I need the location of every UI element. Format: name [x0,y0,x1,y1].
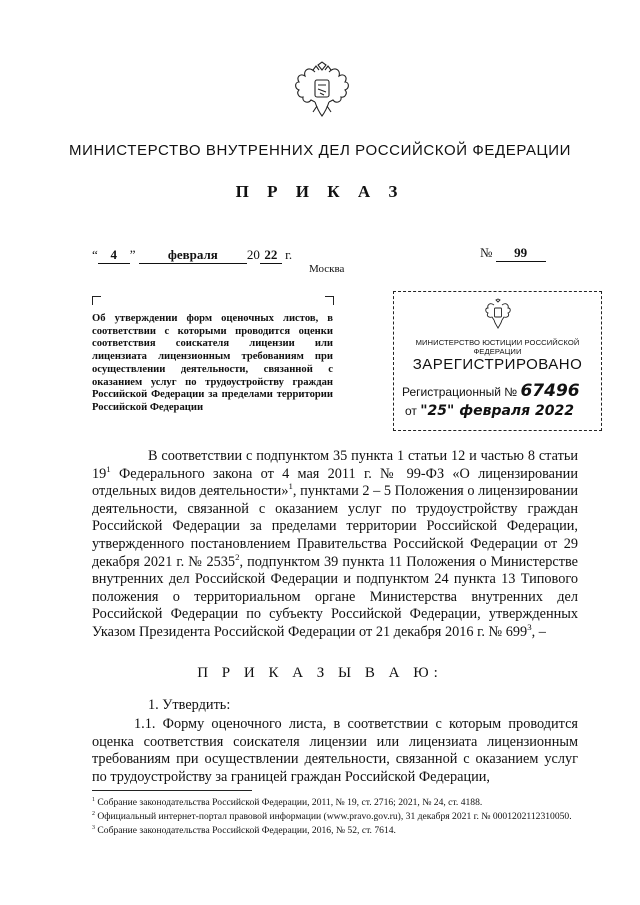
preamble-part-a: В соответствии с подпунктом 35 пункта 1 статьи 12 и частью 8 статьи 19 [92,448,578,482]
preamble-part-b: Федерального закона от 4 мая 2011 г. № 99-ФЗ «О лицензировании отдельных видов деятельности» [92,465,578,500]
registration-stamp [393,291,602,431]
clause-1-1: 1.1. Форму оценочного листа, в соответствии с которым проводится оценка соответствия соискателя лицензии или лицензиата лицензионным требованиям при осуществлении деятельности, связанной с оказанием услуг по трудоустройству за границей граждан Российской Федерации, [92,716,578,785]
date-month: февраля [139,247,247,264]
stamp-date-label: от [405,404,417,418]
stamp-registration-date [405,403,574,419]
date-day: 4 [98,247,130,264]
footnote-mark: 2 [92,810,95,817]
footnote-ref: 3 [527,622,532,633]
date-quote-close: ” [129,247,136,262]
stamp-date-handwritten: "25" февраля 2022 [420,403,574,419]
stamp-reg-number-handwritten: 67496 [520,381,580,401]
stamp-reg-label: Регистрационный № [402,385,518,399]
subject-corner-left [92,296,101,305]
date-quote-open: “ [92,247,98,262]
document-date [92,247,292,264]
preamble-part-d: , подпунктом 39 пункта 11 Положения о Министерстве внутренних дел Российской Федерации и подпунктом 24 пункта 13 Типового положения о территориальном органе Министерства внутренних дел Российской Федерации по субъекту Российской Федерации, утвержденных Указом Президента Российской Федерации от 21 декабря 2016 г. № 699 [92,553,578,640]
preamble-paragraph [92,448,578,642]
ministry-of-justice-emblem-icon [482,298,514,330]
document-type-title: П Р И К А З [235,182,405,201]
footnote-text: Собрание законодательства Российской Федерации, 2011, № 19, ст. 2716; 2021, № 24, ст. 4188. [94,797,483,808]
footnote-separator [92,790,252,791]
footnotes [92,797,578,839]
russian-coat-of-arms-icon [291,60,353,120]
footnote-mark: 3 [92,824,95,831]
document-number [480,245,546,262]
footnote-item [92,811,578,823]
footnote-text: Официальный интернет-портал правовой информации (www.pravo.gov.ru), 31 декабря 2021 г. № 0001202112310050. [94,811,572,822]
date-year-prefix: 20 [246,247,260,262]
footnote-text: Собрание законодательства Российской Федерации, 2016, № 52, ст. 7614. [94,825,396,836]
footnote-item [92,797,578,809]
preamble-part-e: , – [531,623,546,640]
footnote-ref: 1 [106,463,111,474]
clause-1: 1. Утвердить: [148,697,231,713]
stamp-organization: МИНИСТЕРСТВО ЮСТИЦИИ РОССИЙСКОЙ ФЕДЕРАЦИИ [415,338,580,356]
preamble-part-c: , пунктами 2 – 5 Положения о лицензировании деятельности, связанной с оказанием услуг по трудоустройству граждан Российской Федерации за пределами территории Российской Федерации, утвержденного постановлением Правительства Российской Федерации от 29 декабря 2021 г. № 2535 [92,483,578,570]
date-year-suffix: 22 [260,247,282,264]
subject-corner-right [325,296,334,305]
number-value: 99 [496,245,546,262]
stamp-status: ЗАРЕГИСТРИРОВАНО [412,356,583,373]
number-label: № [480,245,493,260]
ministry-name: МИНИСТЕРСТВО ВНУТРЕННИХ ДЕЛ РОССИЙСКОЙ ФЕДЕРАЦИИ [68,142,572,159]
date-year-mark: г. [285,247,293,262]
footnote-item [92,825,578,837]
footnote-ref: 2 [235,551,240,562]
order-heading: П Р И К А З Ы В А Ю: [197,665,443,681]
stamp-registration-number [402,381,580,401]
footnote-ref: 1 [288,481,293,492]
document-city: Москва [309,263,345,275]
document-subject: Об утверждении форм оценочных листов, в соответствии с которыми проводится оценки соответствия соискателя лицензии или лицензиата лицензионным требованиям при осуществлении деятельности, связанной с оказанием услуг по трудоустройству граждан Российской Федерации за пределами территории Российской Федерации [92,313,333,413]
footnote-mark: 1 [92,796,95,803]
